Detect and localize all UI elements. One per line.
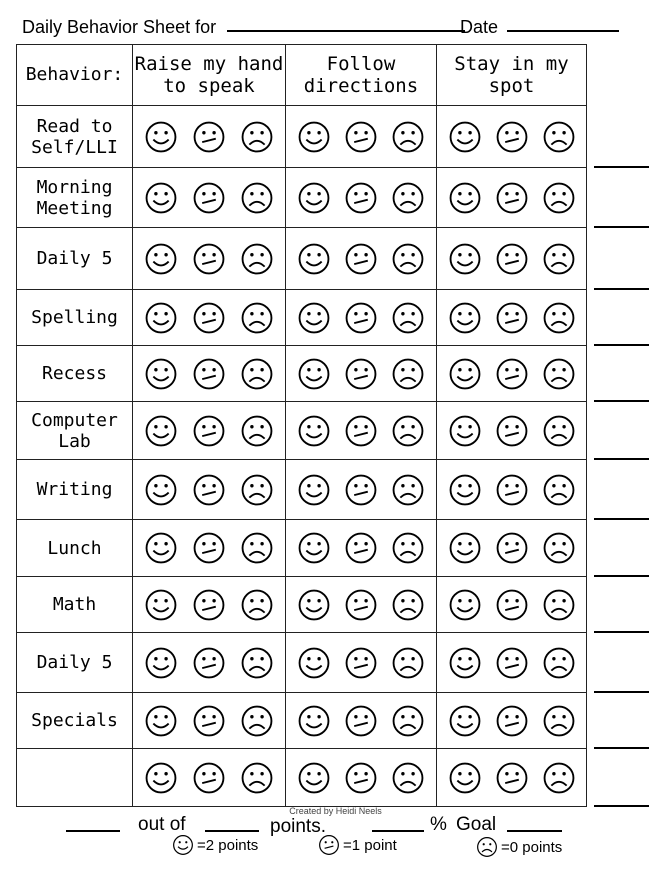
neutral-face-icon[interactable] [344,242,378,276]
sad-face-icon[interactable] [240,704,274,738]
face-options [286,120,436,154]
sad-face-icon[interactable] [542,473,576,507]
behavior-row [17,290,587,346]
neutral-face-icon[interactable] [495,531,529,565]
behavior-label [17,228,133,290]
neutral-face-icon[interactable] [495,301,529,335]
column-header-raise-hand [133,45,286,106]
happy-face-icon[interactable] [448,414,482,448]
rating-cell [133,228,286,290]
face-options [286,181,436,215]
behavior-label-line: Lab [58,430,91,452]
sad-face-icon[interactable] [542,761,576,795]
face-options [437,120,586,154]
face-options [437,301,586,335]
rating-cell [133,577,286,633]
sad-face-icon[interactable] [391,704,425,738]
rating-cell [437,290,587,346]
neutral-face-icon[interactable] [192,414,226,448]
date-label: Date [460,17,499,37]
legend-text: =0 points [501,838,563,856]
face-options [437,181,586,215]
percent-sign: % [430,814,447,835]
behavior-label [17,460,133,520]
neutral-face-icon[interactable] [495,646,529,680]
neutral-face-icon[interactable] [344,646,378,680]
sad-face-icon[interactable] [391,414,425,448]
rating-cell [286,228,437,290]
face-options [133,704,285,738]
neutral-face-icon[interactable] [344,588,378,622]
happy-face-icon[interactable] [144,588,178,622]
sad-face-icon[interactable] [542,301,576,335]
behavior-label-line: Recess [41,363,108,384]
behavior-row [17,633,587,693]
face-options [286,704,436,738]
sad-face-icon[interactable] [240,242,274,276]
sad-face-icon[interactable] [240,531,274,565]
neutral-face-icon[interactable] [344,414,378,448]
rating-cell [286,577,437,633]
goal-blank[interactable] [507,830,562,832]
row-score-blank[interactable] [594,400,649,402]
sad-face-icon[interactable] [542,357,576,391]
neutral-face-icon[interactable] [495,242,529,276]
rating-cell [286,460,437,520]
sad-face-icon[interactable] [240,761,274,795]
happy-face-icon[interactable] [448,531,482,565]
happy-face-icon[interactable] [448,704,482,738]
face-options [437,414,586,448]
neutral-face-icon[interactable] [344,301,378,335]
credit-text: Created by Heidi Neels [289,806,382,816]
happy-face-icon[interactable] [144,704,178,738]
neutral-face-icon[interactable] [192,531,226,565]
face-options [286,761,436,795]
face-options [437,761,586,795]
neutral-face-icon[interactable] [192,301,226,335]
sad-face-icon[interactable] [391,646,425,680]
points-text: points. [270,816,326,837]
behavior-label-line: Morning [36,176,113,198]
happy-face-icon[interactable] [448,301,482,335]
neutral-face-icon[interactable] [495,120,529,154]
row-score-blank[interactable] [594,458,649,460]
behavior-label [17,402,133,460]
happy-face-icon[interactable] [297,242,331,276]
happy-face-icon[interactable] [144,181,178,215]
behavior-label [17,168,133,228]
face-options [286,588,436,622]
behavior-label [17,749,133,807]
neutral-face-icon[interactable] [495,473,529,507]
face-options [286,357,436,391]
sad-face-icon[interactable] [542,646,576,680]
rating-cell [286,749,437,807]
behavior-label-line: Daily 5 [36,248,113,269]
sad-face-icon[interactable] [240,357,274,391]
behavior-label-line: Specials [31,710,118,731]
behavior-label [17,106,133,168]
rating-cell [437,228,587,290]
percent-blank[interactable] [372,830,424,832]
neutral-face-icon[interactable] [344,181,378,215]
rating-cell [286,106,437,168]
sad-face-icon[interactable] [542,531,576,565]
happy-face-icon[interactable] [144,531,178,565]
column-header-line: spot [488,75,535,97]
sheet-header [22,14,642,38]
face-options [437,531,586,565]
sad-face-icon[interactable] [240,646,274,680]
neutral-face-icon[interactable] [192,588,226,622]
happy-face-icon[interactable] [144,473,178,507]
rating-cell [437,106,587,168]
face-options [133,357,285,391]
face-options [286,301,436,335]
neutral-face-icon [318,834,340,856]
happy-face-icon[interactable] [144,242,178,276]
behavior-label [17,520,133,577]
happy-face-icon[interactable] [297,181,331,215]
face-options [133,242,285,276]
neutral-face-icon[interactable] [344,357,378,391]
rating-cell [133,633,286,693]
sad-face-icon[interactable] [542,242,576,276]
rating-cell [133,290,286,346]
behavior-label [17,577,133,633]
behavior-label [17,346,133,402]
behavior-label-line: Lunch [47,537,102,559]
row-score-blank[interactable] [594,575,649,577]
rating-cell [286,168,437,228]
sheet-title: Daily Behavior Sheet for [22,17,217,37]
neutral-face-icon[interactable] [192,704,226,738]
rating-cell [437,577,587,633]
neutral-face-icon[interactable] [192,473,226,507]
neutral-face-icon[interactable] [495,357,529,391]
behavior-label [17,693,133,749]
happy-face-icon[interactable] [448,588,482,622]
rating-cell [286,693,437,749]
goal-text: Goal [456,814,497,835]
face-options [133,181,285,215]
out-of-text: out of [138,814,186,835]
happy-face-icon[interactable] [448,646,482,680]
sad-face-icon[interactable] [240,120,274,154]
row-score-blank[interactable] [594,691,649,693]
rating-cell [437,402,587,460]
face-options [286,473,436,507]
sad-face-icon[interactable] [240,473,274,507]
column-header-line: directions [303,75,419,97]
happy-face-icon[interactable] [297,414,331,448]
rating-cell [286,402,437,460]
rating-cell [437,749,587,807]
happy-face-icon[interactable] [448,473,482,507]
header-row [17,45,587,106]
rating-cell [133,402,286,460]
happy-face-icon[interactable] [144,357,178,391]
behavior-row [17,693,587,749]
rating-cell [286,346,437,402]
column-header-line: Stay in my [454,53,569,75]
sad-face-icon[interactable] [391,357,425,391]
happy-face-icon[interactable] [297,120,331,154]
sad-face-icon[interactable] [391,761,425,795]
row-score-blank[interactable] [594,166,649,168]
neutral-face-icon[interactable] [495,704,529,738]
sad-face-icon[interactable] [542,181,576,215]
face-options [286,646,436,680]
rating-cell [437,460,587,520]
neutral-face-icon[interactable] [344,531,378,565]
face-options [437,588,586,622]
happy-face-icon[interactable] [144,301,178,335]
happy-face-icon[interactable] [448,761,482,795]
behavior-label-line: Writing [36,479,113,500]
neutral-face-icon[interactable] [344,761,378,795]
neutral-face-icon[interactable] [192,646,226,680]
neutral-face-icon[interactable] [495,588,529,622]
neutral-face-icon[interactable] [495,414,529,448]
neutral-face-icon[interactable] [192,242,226,276]
neutral-face-icon[interactable] [192,181,226,215]
happy-face-icon[interactable] [297,357,331,391]
happy-face-icon[interactable] [297,646,331,680]
behavior-label-line: Computer [31,409,118,431]
name-blank-line[interactable] [227,30,465,32]
row-score-blank[interactable] [594,631,649,633]
row-score-blank[interactable] [594,344,649,346]
row-score-blank[interactable] [594,226,649,228]
rating-cell [286,290,437,346]
legend-item [476,836,562,858]
sad-face-icon[interactable] [542,414,576,448]
face-options [133,473,285,507]
face-options [133,588,285,622]
behavior-row [17,168,587,228]
earned-points-blank[interactable] [66,830,120,832]
behavior-label-line: Daily 5 [36,652,113,673]
happy-face-icon[interactable] [448,120,482,154]
rating-cell [286,633,437,693]
happy-face-icon[interactable] [297,473,331,507]
legend-text: =1 point [343,836,397,854]
column-header-follow-directions [286,45,437,106]
happy-face-icon[interactable] [144,414,178,448]
happy-face-icon[interactable] [297,761,331,795]
face-options [437,473,586,507]
face-options [437,357,586,391]
sad-face-icon[interactable] [391,181,425,215]
row-score-blank[interactable] [594,288,649,290]
sad-face-icon[interactable] [391,301,425,335]
behavior-row [17,346,587,402]
happy-face-icon[interactable] [448,242,482,276]
face-options [133,646,285,680]
neutral-face-icon[interactable] [344,704,378,738]
behavior-row [17,460,587,520]
behavior-label [17,290,133,346]
sad-face-icon [476,836,498,858]
column-header-stay-in-spot [437,45,587,106]
neutral-face-icon[interactable] [192,761,226,795]
column-header-line: Follow [326,53,396,75]
happy-face-icon [172,834,194,856]
behavior-label-line: Meeting [36,197,113,219]
rating-cell [437,693,587,749]
happy-face-icon[interactable] [144,646,178,680]
face-options [133,761,285,795]
rating-cell [133,106,286,168]
happy-face-icon[interactable] [297,588,331,622]
legend-item [318,834,397,856]
rating-cell [133,168,286,228]
rating-cell [133,460,286,520]
happy-face-icon[interactable] [297,531,331,565]
rating-cell [286,520,437,577]
sad-face-icon[interactable] [391,242,425,276]
face-options [286,414,436,448]
rating-cell [133,346,286,402]
face-options [133,120,285,154]
neutral-face-icon[interactable] [344,120,378,154]
sad-face-icon[interactable] [240,414,274,448]
sad-face-icon[interactable] [391,531,425,565]
neutral-face-icon[interactable] [192,357,226,391]
behavior-label-line: Spelling [31,307,118,328]
face-options [437,242,586,276]
legend-item [172,834,258,856]
rating-cell [133,520,286,577]
row-score-blank[interactable] [594,747,649,749]
behavior-row [17,749,587,807]
behavior-row [17,106,587,168]
neutral-face-icon[interactable] [495,181,529,215]
behavior-row [17,228,587,290]
date-blank-line[interactable] [507,30,619,32]
row-score-blank[interactable] [594,518,649,520]
face-options [133,301,285,335]
sad-face-icon[interactable] [391,120,425,154]
neutral-face-icon[interactable] [192,120,226,154]
face-options [286,242,436,276]
behavior-column-header: Behavior: [17,45,133,106]
sad-face-icon[interactable] [240,588,274,622]
behavior-label [17,633,133,693]
face-options [286,531,436,565]
rating-cell [133,749,286,807]
neutral-face-icon[interactable] [495,761,529,795]
sad-face-icon[interactable] [391,588,425,622]
happy-face-icon[interactable] [448,181,482,215]
behavior-row [17,402,587,460]
happy-face-icon[interactable] [144,761,178,795]
happy-face-icon[interactable] [297,301,331,335]
behavior-label-line: Self/LLI [31,136,118,158]
legend-text: =2 points [197,836,259,854]
rating-cell [437,520,587,577]
rating-cell [133,693,286,749]
neutral-face-icon[interactable] [344,473,378,507]
column-header-line: Raise my hand [134,53,284,75]
happy-face-icon[interactable] [144,120,178,154]
face-options [133,531,285,565]
sad-face-icon[interactable] [240,181,274,215]
happy-face-icon[interactable] [448,357,482,391]
behavior-label-line: Read to [36,115,113,137]
rating-cell [437,168,587,228]
total-points-blank[interactable] [205,830,259,832]
behavior-label-line: Math [52,594,97,615]
column-header-line: to speak [163,75,255,97]
face-options [133,414,285,448]
face-options [437,704,586,738]
behavior-table [16,44,587,807]
behavior-row [17,577,587,633]
happy-face-icon[interactable] [297,704,331,738]
sad-face-icon[interactable] [391,473,425,507]
point-legend [0,834,671,860]
sad-face-icon[interactable] [240,301,274,335]
sad-face-icon[interactable] [542,588,576,622]
face-options [437,646,586,680]
rating-cell [437,346,587,402]
sad-face-icon[interactable] [542,704,576,738]
behavior-row [17,520,587,577]
sad-face-icon[interactable] [542,120,576,154]
rating-cell [437,633,587,693]
